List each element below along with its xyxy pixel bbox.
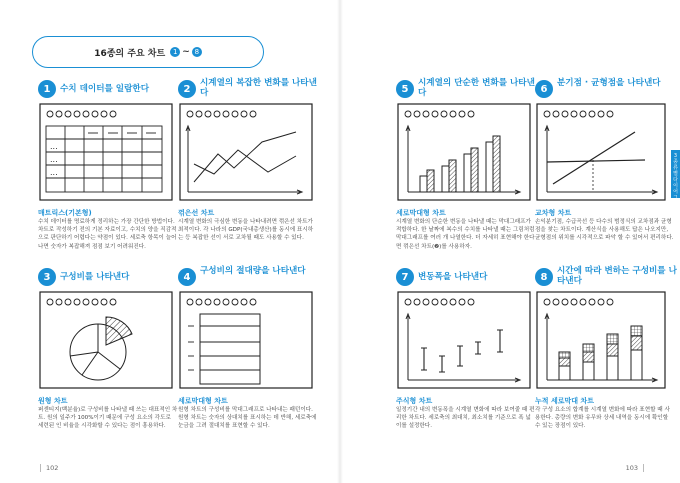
chart-description: 시계열 변화의 단순한 변동을 나타낼 때는 막대그래프가 적합하다. 한 날짜에 복수의 수치를 나타낼 때는 그림처럼 막대그래프를 여러 개 나열한다. 더 자세히 표현해야 한다면 꺾은선 차트(❷)를 사용하자.: [396, 219, 535, 250]
title-badge-start: 1: [170, 47, 180, 57]
chart-description: 일정기간 내의 변동폭을 시계열 변화에 따라 보여줄 때 편리한 차트다. 세로축의 최대치, 최소치를 기준으로 폭 넓이를 설정한다.: [396, 407, 535, 430]
card-number: 4: [178, 268, 196, 286]
chart-title: 꺾은선 차트: [178, 209, 215, 217]
chart-description: 시계열 변화의 극심한 변동을 나타내려면 꺾은선 차트가 최적이다. 각 나라의 GDP(국내총생산)를 동시에 표시하는 등 복잡한 선이 서로 교차될 때도 사용할 수 있다.: [178, 219, 314, 242]
title-badge-end: 8: [192, 47, 202, 57]
chart-title: 누적 세로막대 차트: [535, 397, 594, 405]
chart-description: 각 구성 요소의 합계를 시계열 변화에 따라 표현할 때 사용한다. 총량의 변화 유무와 상세 내역을 동시에 확인할 수 있는 장점이 있다.: [535, 407, 670, 430]
stock-chart-diagram: [396, 290, 534, 390]
card-heading: 수치 데이터를 일람한다: [60, 84, 149, 94]
stacked-column-diagram: [535, 290, 673, 390]
card-heading: 분기점 · 균형점을 나타낸다: [557, 78, 661, 88]
matrix-diagram: [38, 102, 176, 202]
page-number-right: 103: [626, 464, 644, 472]
card-number: 5: [396, 80, 414, 98]
card-3: [38, 266, 183, 430]
card-number: 8: [535, 268, 553, 286]
title-tilde: ~: [182, 47, 190, 57]
chart-description: 원형 차트의 구성비를 막대그래프로 나타내는 패턴이다. 원형 차트는 숫자의 상대치를 표시하는 데 반해, 세로축에 눈금을 그려 절대치를 표현할 수 있다.: [178, 407, 317, 430]
section-title: 16종의 주요 차트: [94, 48, 166, 59]
page-number-left: 102: [40, 464, 58, 472]
chart-title: 주식형 차트: [396, 397, 433, 405]
pie-chart-diagram: [38, 290, 176, 390]
card-4: [178, 266, 323, 430]
card-number: 1: [38, 80, 56, 98]
chapter-tab-line3: 다이어그램: [673, 177, 678, 207]
card-heading: 변동폭을 나타낸다: [418, 272, 488, 282]
chart-description: 손익분기점, 수급곡선 등 다수의 범정식의 교차점과 균형점을 찾는 차트이다. 계산식을 사용해도 답은 나오지만, 균형점의 위치를 시각적으로 파악 할 수 있어서 편리하다.: [535, 219, 674, 242]
card-heading: 시계열의 복잡한 변화를 나타낸다: [200, 78, 317, 98]
card-heading: 시계열의 단순한 변화를 나타낸다: [418, 78, 535, 98]
chart-description: 퍼센티지(백분율)로 구성비를 나타낼 때 쓰는 대표적인 차트. 원의 일주가 100%이기 때문에 구성 요소의 각도로 세련된 인 비율을 시각화할 수 있다는 점이 흥용하다.: [38, 407, 178, 430]
chart-title: 매트릭스(기본형): [38, 209, 92, 217]
card-heading: 구성비를 나타낸다: [60, 272, 130, 282]
chart-title: 교차형 차트: [535, 209, 572, 217]
column-chart-diagram: [396, 102, 534, 202]
card-1: [38, 78, 183, 250]
svg-text:...: ...: [50, 155, 58, 164]
crossing-chart-diagram: [535, 102, 673, 202]
chart-description: 수치 데이터를 명료하게 정리하는 가장 간단한 방법이다. 차트로 작성하기 전의 기본 자료이고, 수치의 양을 직감적으로 판단하기 어렵다는 약점이 있다. 세로축 항목이 늘어나면 숫자가 복잡해져 점점 보기 어려워진다.: [38, 219, 177, 250]
chart-title: 원형 차트: [38, 397, 68, 405]
book-gutter: [337, 0, 343, 483]
card-number: 6: [535, 80, 553, 98]
card-number: 3: [38, 268, 56, 286]
card-number: 7: [396, 268, 414, 286]
card-heading: 구성비의 절대량을 나타낸다: [200, 266, 306, 276]
card-2: [178, 78, 323, 242]
svg-text:...: ...: [50, 168, 58, 177]
chart-title: 세로막대형 차트: [178, 397, 228, 405]
chapter-tab: [671, 150, 680, 207]
chapter-tab-number: 3: [673, 153, 678, 159]
card-5: [396, 78, 541, 250]
stacked-bar-diagram: [178, 290, 316, 390]
line-chart-diagram: [178, 102, 316, 202]
card-number: 2: [178, 80, 196, 98]
chart-title: 세로막대형 차트: [396, 209, 446, 217]
svg-text:...: ...: [50, 142, 58, 151]
section-title-box: [32, 36, 264, 68]
chapter-tab-line2: 종류 별: [673, 159, 678, 177]
card-heading: 시간에 따라 변하는 구성비를 나타낸다: [557, 266, 677, 286]
card-7: [396, 266, 541, 430]
card-8: [535, 266, 680, 430]
